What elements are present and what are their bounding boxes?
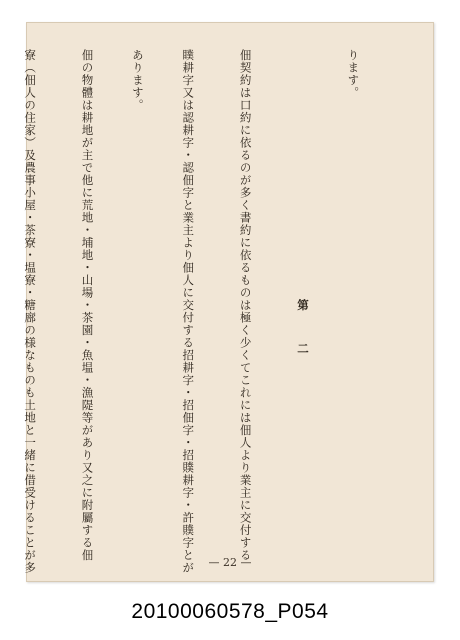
document-page [23, 22, 434, 582]
image-caption: 20100060578_P054 [131, 600, 329, 623]
text-column: 寮（佃人の住家）及農事小屋・茶寮・塭寮・糖廍の様なものも土地と一緒に借受けることが多 [23, 49, 38, 574]
text-column: あります。 [130, 49, 145, 112]
text-column: 佃契約は口約に依るのが多く書約に依るものは極く少くてこれには佃人より業主に交付する [238, 49, 253, 562]
section-heading: 第 二 [296, 299, 311, 369]
text-column: 瞨耕字又は認耕字・認佃字と業主より佃人に交付する招耕字・招佃字・招贌耕字・許贌字とが [181, 49, 196, 574]
text-column: 佃の物體は耕地が主で他に荒地・埔地・山場・茶園・魚塭・漁隄等があり又之に附屬する佃 [80, 49, 95, 562]
page-number: — 22 — [208, 556, 252, 569]
text-column: ります。 [346, 49, 361, 99]
